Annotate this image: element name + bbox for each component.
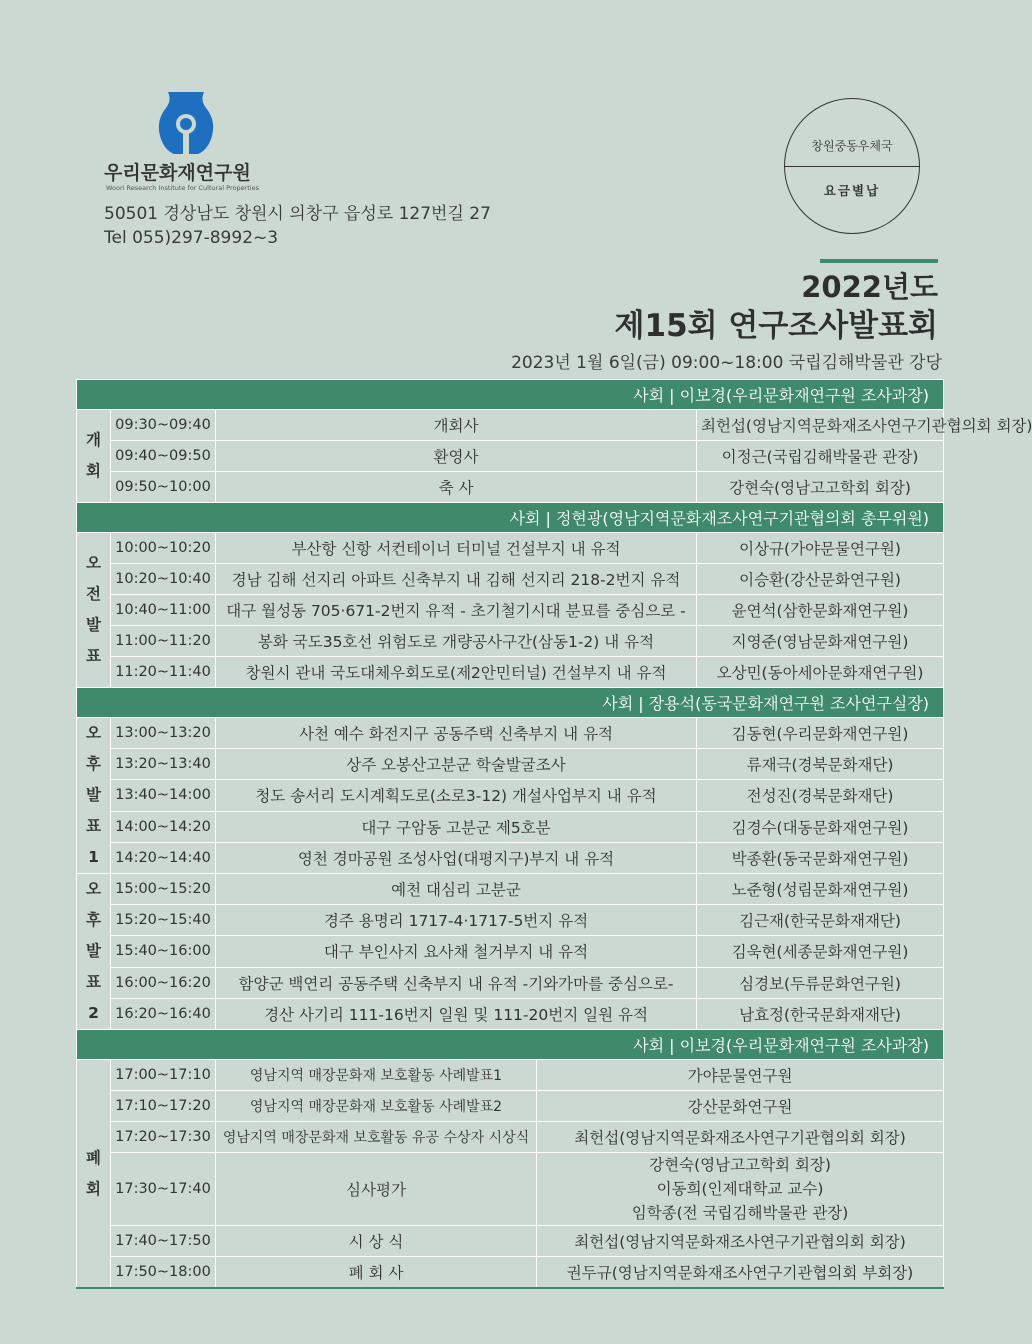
time-cell: 10:20~10:40: [111, 564, 216, 595]
person-cell: 전성진(경북문화재단): [697, 780, 944, 811]
time-cell: 09:50~10:00: [111, 472, 216, 503]
title-cell: 심사평가: [216, 1153, 537, 1226]
time-cell: 09:40~09:50: [111, 441, 216, 472]
person-cell: 김동현(우리문화재연구원): [697, 718, 944, 749]
time-cell: 17:40~17:50: [111, 1226, 216, 1257]
person-cell: 권두규(영남지역문화재조사연구기관협의회 부회장): [537, 1257, 944, 1289]
moderator-row: [77, 503, 944, 533]
person-cell: 이정근(국립김해박물관 관장): [697, 441, 944, 472]
person-cell: 심경보(두류문화연구원): [697, 967, 944, 998]
time-cell: 10:00~10:20: [111, 533, 216, 564]
title-cell: 영천 경마공원 조성사업(대평지구)부지 내 유적: [216, 842, 697, 873]
time-cell: 16:20~16:40: [111, 998, 216, 1029]
person-cell: 김근재(한국문화재재단): [697, 905, 944, 936]
person-cell: 남효정(한국문화재재단): [697, 998, 944, 1029]
person-cell: 강현숙(영남고고학회 회장): [697, 472, 944, 503]
person-cell: 최헌섭(영남지역문화재조사연구기관협의회 회장): [537, 1122, 944, 1153]
table-row: [77, 595, 944, 626]
section-label-opening: 개 회: [77, 410, 111, 503]
title-cell: 폐 회 사: [216, 1257, 537, 1289]
jar-logo-icon: [154, 90, 218, 156]
table-row: [77, 967, 944, 998]
title-cell: 축 사: [216, 472, 697, 503]
time-cell: 16:00~16:20: [111, 967, 216, 998]
person-cell: 최헌섭(영남지역문화재조사연구기관협의회 회장): [537, 1226, 944, 1257]
table-row: [77, 998, 944, 1029]
title-cell: 창원시 관내 국도대체우회도로(제2안민터널) 건설부지 내 유적: [216, 657, 697, 688]
table-row: [77, 533, 944, 564]
table-row: [77, 936, 944, 967]
time-cell: 17:10~17:20: [111, 1091, 216, 1122]
address: 50501 경상남도 창원시 의창구 읍성로 127번길 27: [104, 204, 491, 224]
time-cell: 13:00~13:20: [111, 718, 216, 749]
moderator-row: [77, 1030, 944, 1060]
person-cell: 노준형(성림문화재연구원): [697, 874, 944, 905]
person-cell: 가야문물연구원: [537, 1060, 944, 1091]
table-row: [77, 811, 944, 842]
person-cell: 오상민(동아세아문화재연구원): [697, 657, 944, 688]
title-cell: 대구 월성동 705·671-2번지 유적 - 초기철기시대 분묘를 중심으로 -: [216, 595, 697, 626]
schedule-table: [76, 379, 1032, 1289]
title-cell: 경산 사기리 111-16번지 일원 및 111-20번지 일원 유적: [216, 998, 697, 1029]
table-row: [77, 842, 944, 873]
title-cell: 영남지역 매장문화재 보호활동 사례발표2: [216, 1091, 537, 1122]
moderator-row: [77, 380, 944, 410]
person-cell: 김경수(대동문화재연구원): [697, 811, 944, 842]
person-cell: 이승환(강산문화연구원): [697, 564, 944, 595]
person-cell: 박종환(동국문화재연구원): [697, 842, 944, 873]
time-cell: 09:30~09:40: [111, 410, 216, 441]
stamp-divider: [785, 166, 919, 167]
section-label-closing: 폐 회: [77, 1060, 111, 1289]
time-cell: 13:20~13:40: [111, 749, 216, 780]
judge-name: 이동희(인제대학교 교수): [656, 1180, 824, 1198]
title-cell: 경주 용명리 1717-4·1717-5번지 유적: [216, 905, 697, 936]
table-row: [77, 410, 944, 441]
section-label-afternoon-2: 오 후 발 표 2: [77, 874, 111, 1030]
title-cell: 영남지역 매장문화재 보호활동 유공 수상자 시상식: [216, 1122, 537, 1153]
time-cell: 17:20~17:30: [111, 1122, 216, 1153]
time-cell: 13:40~14:00: [111, 780, 216, 811]
event-dateline: 2023년 1월 6일(금) 09:00~18:00 국립김해박물관 강당: [511, 353, 942, 373]
title-cell: 개회사: [216, 410, 697, 441]
post-office: 창원중동우체국: [811, 139, 893, 153]
moderator-row: [77, 688, 944, 718]
title-cell: 예천 대심리 고분군: [216, 874, 697, 905]
person-cell: 지영준(영남문화재연구원): [697, 626, 944, 657]
section-label-afternoon-1: 오 후 발 표 1: [77, 718, 111, 874]
table-row: [77, 657, 944, 688]
person-cell: 윤연석(삼한문화재연구원): [697, 595, 944, 626]
title-cell: 사천 예수 화전지구 공동주택 신축부지 내 유적: [216, 718, 697, 749]
title-cell: 대구 부인사지 요사채 철거부지 내 유적: [216, 936, 697, 967]
event-year: 2022년도: [801, 270, 938, 304]
address-block: [104, 202, 491, 250]
title-cell: 상주 오봉산고분군 학술발굴조사: [216, 749, 697, 780]
person-cell: 강산문화연구원: [537, 1091, 944, 1122]
title-cell: 청도 송서리 도시계획도로(소로3-12) 개설사업부지 내 유적: [216, 780, 697, 811]
title-cell: 함양군 백연리 공동주택 신축부지 내 유적 -기와가마를 중심으로-: [216, 967, 697, 998]
judge-name: 강현숙(영남고고학회 회장): [649, 1156, 831, 1174]
title-cell: 영남지역 매장문화재 보호활동 사례발표1: [216, 1060, 537, 1091]
moderator-opening: 사회 | 이보경(우리문화재연구원 조사과장): [77, 380, 944, 410]
time-cell: 14:00~14:20: [111, 811, 216, 842]
title-cell: 환영사: [216, 441, 697, 472]
time-cell: 11:00~11:20: [111, 626, 216, 657]
table-row: [77, 905, 944, 936]
org-name-en: Woori Research Institute for Cultural Properties: [106, 184, 259, 192]
table-row: [77, 626, 944, 657]
title-accent-bar: [820, 259, 938, 263]
table-row: [77, 1060, 944, 1091]
time-cell: 15:00~15:20: [111, 874, 216, 905]
person-cell: 류재극(경북문화재단): [697, 749, 944, 780]
table-row: [77, 780, 944, 811]
time-cell: 14:20~14:40: [111, 842, 216, 873]
org-logo: [104, 88, 284, 198]
table-row: [77, 472, 944, 503]
time-cell: 15:20~15:40: [111, 905, 216, 936]
title-cell: 대구 구암동 고분군 제5호분: [216, 811, 697, 842]
table-row: [77, 1153, 944, 1226]
table-row: [77, 718, 944, 749]
moderator-morning: 사회 | 정현광(영남지역문화재조사연구기관협의회 총무위원): [77, 503, 944, 533]
time-cell: 17:30~17:40: [111, 1153, 216, 1226]
table-row: [77, 874, 944, 905]
person-cell: 이상규(가야문물연구원): [697, 533, 944, 564]
person-cell: 최헌섭(영남지역문화재조사연구기관협의회 회장): [697, 410, 944, 441]
time-cell: 15:40~16:00: [111, 936, 216, 967]
telephone: Tel 055)297-8992~3: [104, 228, 279, 248]
judge-name: 임학종(전 국립김해박물관 관장): [631, 1204, 849, 1222]
table-row: [77, 564, 944, 595]
time-cell: 11:20~11:40: [111, 657, 216, 688]
time-cell: 17:50~18:00: [111, 1257, 216, 1289]
moderator-afternoon: 사회 | 장용석(동국문화재연구원 조사연구실장): [77, 688, 944, 718]
org-name: 우리문화재연구원: [104, 162, 251, 184]
table-row: [77, 441, 944, 472]
table-row: [77, 1226, 944, 1257]
person-cell: 김욱현(세종문화재연구원): [697, 936, 944, 967]
event-title: 제15회 연구조사발표회: [614, 308, 938, 344]
postage-stamp: [784, 98, 920, 234]
title-cell: 부산항 신항 서컨테이너 터미널 건설부지 내 유적: [216, 533, 697, 564]
table-row: [77, 1122, 944, 1153]
table-row: [77, 1091, 944, 1122]
title-cell: 시 상 식: [216, 1226, 537, 1257]
judges-cell: [537, 1153, 944, 1226]
table-row: [77, 1257, 944, 1289]
title-cell: 봉화 국도35호선 위험도로 개량공사구간(삼동1-2) 내 유적: [216, 626, 697, 657]
section-label-morning: 오 전 발 표: [77, 533, 111, 688]
moderator-closing: 사회 | 이보경(우리문화재연구원 조사과장): [77, 1030, 944, 1060]
table-row: [77, 749, 944, 780]
postage-fee: 요금별납: [823, 183, 881, 198]
time-cell: 17:00~17:10: [111, 1060, 216, 1091]
title-cell: 경남 김해 선지리 아파트 신축부지 내 김해 선지리 218-2번지 유적: [216, 564, 697, 595]
time-cell: 10:40~11:00: [111, 595, 216, 626]
